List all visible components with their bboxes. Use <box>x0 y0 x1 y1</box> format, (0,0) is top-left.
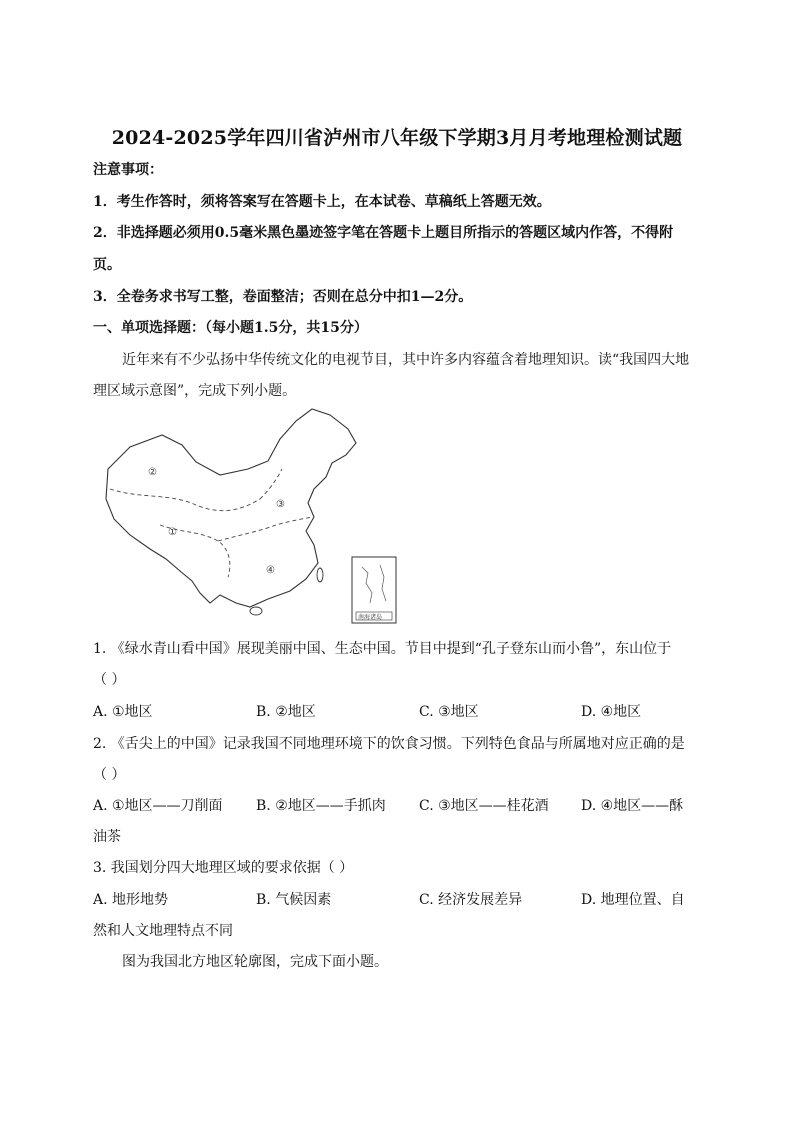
q1-stem: 1. 《绿水青山看中国》展现美丽中国、生态中国。节目中提到“孔子登东山而小鲁”，东山位于 <box>93 641 672 657</box>
exam-title: 2024-2025学年四川省泸州市八年级下学期3月月考地理检测试题 <box>111 127 683 149</box>
region-label-2: ② <box>148 467 157 478</box>
q1-stem-blank: （ ） <box>93 672 126 688</box>
q3-option-c: C. 经济发展差异 <box>419 892 523 908</box>
q1-option-a: A. ①地区 <box>93 704 153 720</box>
intro-text: 近年来有不少弘扬中华传统文化的电视节目，其中许多内容蕴含着地理知识。读“我国四大地 <box>122 352 690 368</box>
boundary-northwest <box>110 489 260 511</box>
region-label-4: ④ <box>266 565 275 576</box>
q1-option-d: D. ④地区 <box>581 704 642 720</box>
q1-option-b: B. ②地区 <box>256 704 316 720</box>
notice-item-1: 1．考生作答时，须将答案写在答题卡上，在本试卷、草稿纸上答题无效。 <box>93 194 551 210</box>
hainan-island <box>250 607 262 615</box>
country-outline <box>106 409 356 607</box>
q3-option-a: A. 地形地势 <box>93 892 169 908</box>
q3-option-d: D. 地理位置、自 <box>581 892 685 908</box>
inset-label: 南海诸岛 <box>358 614 383 621</box>
q2-option-c: C. ③地区——桂花酒 <box>419 798 549 814</box>
intro-text-cont: 理区域示意图”，完成下列小题。 <box>93 383 297 399</box>
section-heading: 一、单项选择题：（每小题1.5分，共15分） <box>93 320 368 336</box>
next-intro: 图为我国北方地区轮廓图，完成下面小题。 <box>122 954 388 970</box>
china-regions-map <box>100 407 400 627</box>
q1-option-c: C. ③地区 <box>419 704 479 720</box>
notice-heading: 注意事项： <box>93 162 163 178</box>
q2-option-a: A. ①地区——刀削面 <box>93 798 223 814</box>
q2-option-d-cont: 油茶 <box>93 829 121 845</box>
q3-stem: 3. 我国划分四大地理区域的要求依据（ ） <box>93 860 354 876</box>
region-label-1: ① <box>168 527 177 538</box>
q3-option-d-cont: 然和人文地理特点不同 <box>93 923 233 939</box>
taiwan-island <box>317 568 323 582</box>
region-label-3: ③ <box>276 499 285 510</box>
q2-option-d: D. ④地区——酥 <box>581 798 684 814</box>
q2-stem: 2. 《舌尖上的中国》记录我国不同地理环境下的饮食习惯。下列特色食品与所属地对应正确的是 <box>93 736 685 752</box>
notice-item-2-cont: 页。 <box>93 257 121 273</box>
q3-option-b: B. 气候因素 <box>256 892 332 908</box>
boundary-north-south <box>218 517 312 541</box>
q2-option-b: B. ②地区——手抓肉 <box>256 798 386 814</box>
notice-item-2: 2．非选择题必须用0.5毫米黑色墨迹签字笔在答题卡上题目所指示的答题区域内作答，不得附 <box>93 225 674 241</box>
notice-item-3: 3．全卷务求书写工整，卷面整洁；否则在总分中扣1—2分。 <box>93 289 473 305</box>
boundary-northeast <box>260 469 282 499</box>
q2-stem-blank: （ ） <box>93 767 126 783</box>
